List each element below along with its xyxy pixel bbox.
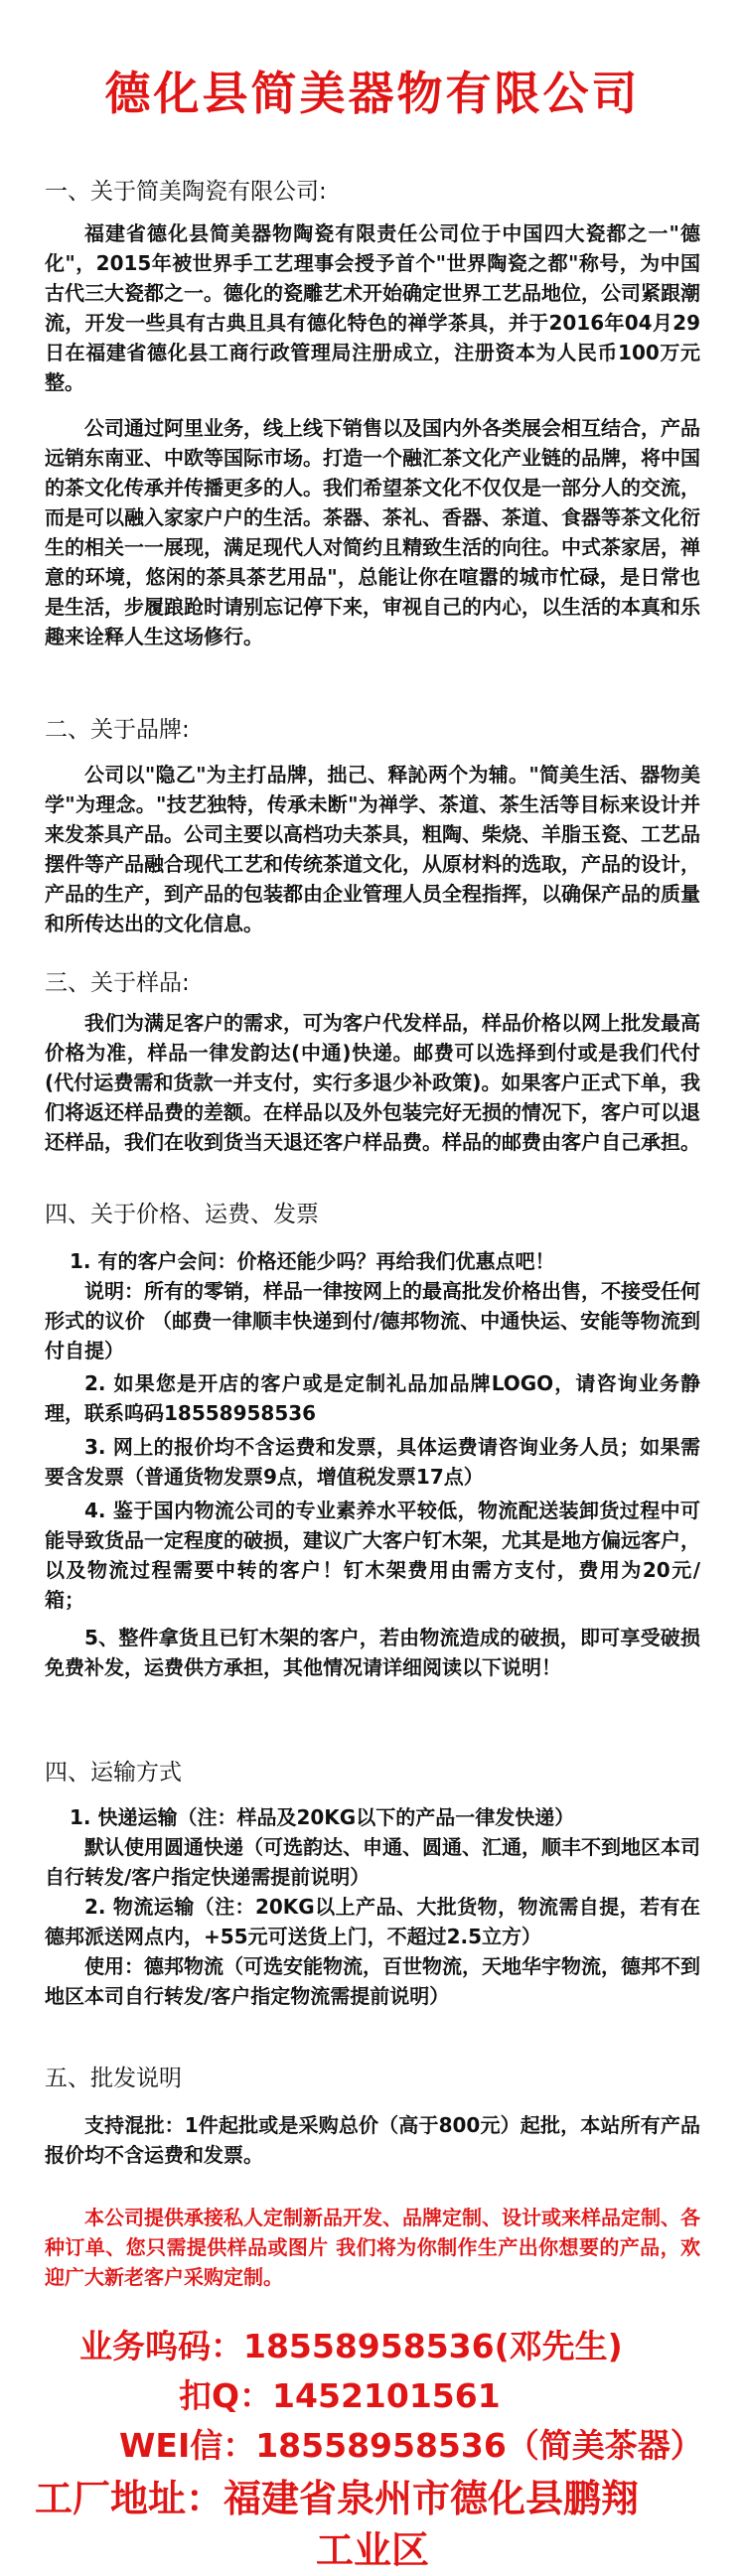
contact-qq: 扣Q：1452101561 — [179, 2376, 501, 2415]
section-heading-brand: 二、关于品牌: — [45, 717, 190, 743]
company-intro-paragraph: 福建省德化县简美器物陶瓷有限责任公司位于中国四大瓷都之一"德化"，2015年被世界手工艺理事会授予首个"世界陶瓷之都"称号，为中国古代三大瓷都之一。德化的瓷雕艺术开始确定世界工艺品地位，公司紧跟潮流，开发一些具有古典且具有德化特色的禅学茶具，并于2016年04月29日在福建省德化县工商行政管理局注册成立，注册资本为人民币100万元整。 — [45, 221, 700, 394]
factory-address-line2: 工业区 — [315, 2528, 429, 2572]
wholesale-paragraph: 支持混批：1件起批或是采购总价（高于800元）起批，本站所有产品报价均不含运费和发票。 — [45, 2113, 700, 2167]
section-heading-wholesale: 五、批发说明 — [45, 2066, 182, 2091]
section-heading-pricing: 四、关于价格、运费、发票 — [45, 1202, 319, 1227]
factory-address-line1: 工厂地址：福建省泉州市德化县鹏翔 — [35, 2477, 640, 2520]
section-heading-company: 一、关于简美陶瓷有限公司: — [45, 179, 327, 205]
samples-paragraph: 我们为满足客户的需求，可为客户代发样品，样品价格以网上批发最高价格为准，样品一律发韵达(中通)快递。邮费可以选择到付或是我们代付(代付运费需和货款一并支付，实行多退少补政策)。如果客户正式下单，我们将返还样品费的差额。在样品以及外包装完好无损的情况下，客户可以退还样品，我们在收到货当天退还客户样品费。样品的邮费由客户自己承担。 — [45, 1011, 700, 1154]
section-heading-shipping: 四、运输方式 — [45, 1760, 182, 1786]
shipping-logistics: 2. 物流运输（注：20KG以上产品、大批货物，物流需自提，若有在德邦派送网点内，+55元可送货上门，不超过2.5立方） — [45, 1895, 700, 1948]
pricing-item-3: 3. 网上的报价均不含运费和发票，具体运费请咨询业务人员；如果需要含发票（普通货物发票9点，增值税发票17点） — [45, 1435, 700, 1489]
custom-order-notice: 本公司提供承接私人定制新品开发、品牌定制、设计或来样品定制、各种订单、您只需提供样品或图片 我们将为你制作生产出你想要的产品，欢迎广大新老客户采购定制。 — [45, 2206, 700, 2289]
shipping-express-detail: 默认使用圆通快递（可选韵达、申通、圆通、汇通，顺丰不到地区本司自行转发/客户指定快递需提前说明） — [45, 1835, 700, 1889]
pricing-explanation: 说明：所有的零销，样品一律按网上的最高批发价格出售，不接受任何形式的议价 （邮费一律顺丰快递到付/德邦物流、中通快运、安能等物流到付自提） — [45, 1279, 700, 1362]
pricing-item-2: 2. 如果您是开店的客户或是定制礼品加品牌LOGO，请咨询业务静理，联系呜码18558958536 — [45, 1371, 700, 1425]
pricing-item-4: 4. 鉴于国内物流公司的专业素养水平较低，物流配送装卸货过程中可能导致货品一定程度的破损，建议广大客户钉木架，尤其是地方偏远客户，以及物流过程需要中转的客户！钉木架费用由需方支付，费用为20元/ 箱； — [45, 1499, 700, 1612]
contact-phone: 业务呜码：18558958536(邓先生) — [79, 2327, 623, 2365]
pricing-question: 1. 有的客户会问：价格还能少吗？再给我们优惠点吧！ — [70, 1249, 555, 1273]
page-title: 德化县简美器物有限公司 — [104, 67, 641, 120]
pricing-item-5: 5、整件拿货且已钉木架的客户，若由物流造成的破损，即可享受破损免费补发，运费供方承担，其他情况请详细阅读以下说明！ — [45, 1626, 700, 1679]
brand-paragraph: 公司以"隐乙"为主打品牌，拙己、释訫两个为辅。"简美生活、器物美学"为理念。"技艺独特，传承未断"为禅学、茶道、茶生活等目标来设计并来发茶具产品。公司主要以高档功夫茶具，粗陶、柴烧、羊脂玉瓷、工艺品摆件等产品融合现代工艺和传统茶道文化，从原材料的选取，产品的设计，产品的生产，到产品的包装都由企业管理人员全程指挥，以确保产品的质量和所传达出的文化信息。 — [45, 763, 700, 935]
contact-wechat: WEI信：18558958536（简美茶器） — [119, 2426, 703, 2465]
section-heading-samples: 三、关于样品: — [45, 970, 190, 996]
factory-address — [35, 2473, 710, 2576]
shipping-express: 1. 快递运输（注：样品及20KG以下的产品一律发快递） — [70, 1805, 575, 1829]
shipping-logistics-detail: 使用：德邦物流（可选安能物流，百世物流，天地华宇物流，德邦不到地区本司自行转发/客户指定物流需提前说明） — [45, 1954, 700, 2008]
company-business-paragraph: 公司通过阿里业务，线上线下销售以及国内外各类展会相互结合，产品远销东南亚、中欧等国际市场。打造一个融汇茶文化产业链的品牌，将中国的茶文化传承并传播更多的人。我们希望茶文化不仅仅是一部分人的交流，而是可以融入家家户户的生活。茶器、茶礼、香器、茶道、食器等茶文化衍生的相关一一展现，满足现代人对简约且精致生活的向往。中式茶家居，禅意的环境，悠闲的茶具茶艺用品"，总能让你在喧嚣的城市忙碌，是日常也是生活，步履踉跄时请别忘记停下来，审视自己的内心，以生活的本真和乐趣来诠释人生这场修行。 — [45, 416, 700, 648]
